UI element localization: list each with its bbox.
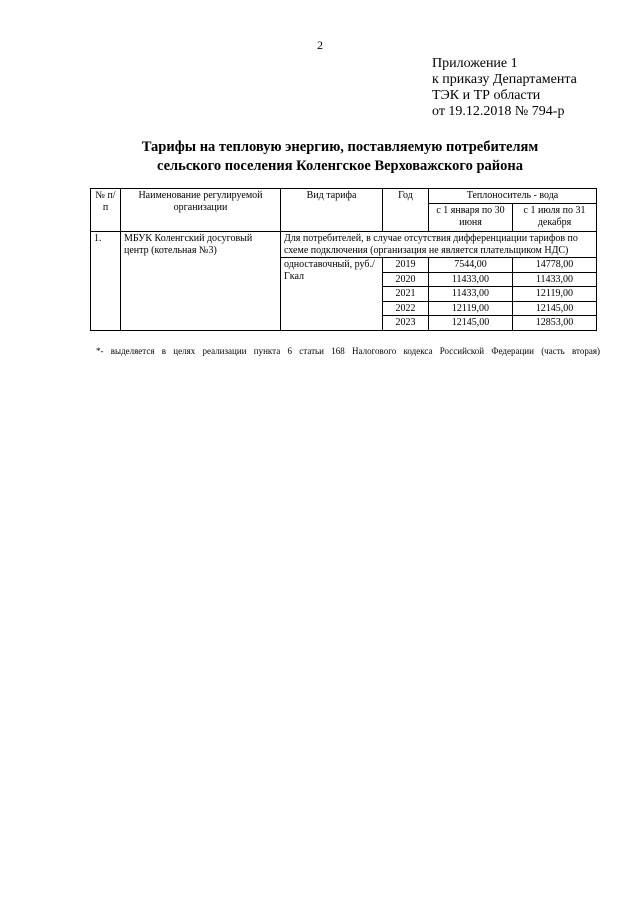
footnote: *- выделяется в целях реализации пункта 6 статьи 168 Налогового кодекса Российской Федерации (часть вторая) bbox=[96, 346, 600, 356]
tariff-value-cell: 11433,00 bbox=[429, 272, 513, 287]
tariff-value-cell: 12119,00 bbox=[429, 301, 513, 316]
row-consumer-note: Для потребителей, в случае отсутствия дифференциации тарифов по схеме подключения (организация не является плательщиком НДС) bbox=[281, 232, 597, 258]
tariff-value-cell: 12853,00 bbox=[513, 316, 597, 331]
appendix-line: от 19.12.2018 № 794-р bbox=[432, 104, 565, 119]
header-tariff-type: Вид тарифа bbox=[281, 189, 383, 232]
tariff-value-cell: 11433,00 bbox=[429, 287, 513, 302]
tariff-value-cell: 12119,00 bbox=[513, 287, 597, 302]
tariff-value-cell: 12145,00 bbox=[513, 301, 597, 316]
year-cell: 2021 bbox=[383, 287, 429, 302]
year-cell: 2020 bbox=[383, 272, 429, 287]
tariffs-table bbox=[90, 188, 597, 331]
title-line: Тарифы на тепловую энергию, поставляемую потребителям bbox=[141, 139, 539, 155]
tariff-value-cell: 12145,00 bbox=[429, 316, 513, 331]
appendix-line: Приложение 1 bbox=[432, 56, 518, 71]
row-organization: МБУК Коленгский досуговый центр (котельная №3) bbox=[121, 232, 281, 331]
appendix-line: ТЭК и ТР области bbox=[432, 88, 541, 103]
document-title bbox=[60, 138, 620, 176]
row-tariff-type: одноставочный, руб./Гкал bbox=[281, 258, 383, 331]
tariff-value-cell: 11433,00 bbox=[513, 272, 597, 287]
header-num: № п/п bbox=[91, 189, 121, 232]
header-period-second-half: с 1 июля по 31 декабря bbox=[513, 204, 597, 232]
appendix-line: к приказу Департамента bbox=[432, 72, 577, 87]
header-heat-carrier: Теплоноситель - вода bbox=[429, 189, 597, 204]
header-period-first-half: с 1 января по 30 июня bbox=[429, 204, 513, 232]
table-row bbox=[91, 232, 597, 258]
year-cell: 2022 bbox=[383, 301, 429, 316]
row-num: 1. bbox=[91, 232, 121, 331]
title-line: сельского поселения Коленгское Верховажского района bbox=[156, 158, 524, 174]
appendix-block bbox=[432, 56, 632, 120]
header-org: Наименование регулируемой организации bbox=[121, 189, 281, 232]
year-cell: 2023 bbox=[383, 316, 429, 331]
page-number: 2 bbox=[317, 38, 323, 52]
tariff-value-cell: 7544,00 bbox=[429, 258, 513, 273]
table-header-row bbox=[91, 189, 597, 204]
header-year: Год bbox=[383, 189, 429, 232]
year-cell: 2019 bbox=[383, 258, 429, 273]
tariff-value-cell: 14778,00 bbox=[513, 258, 597, 273]
